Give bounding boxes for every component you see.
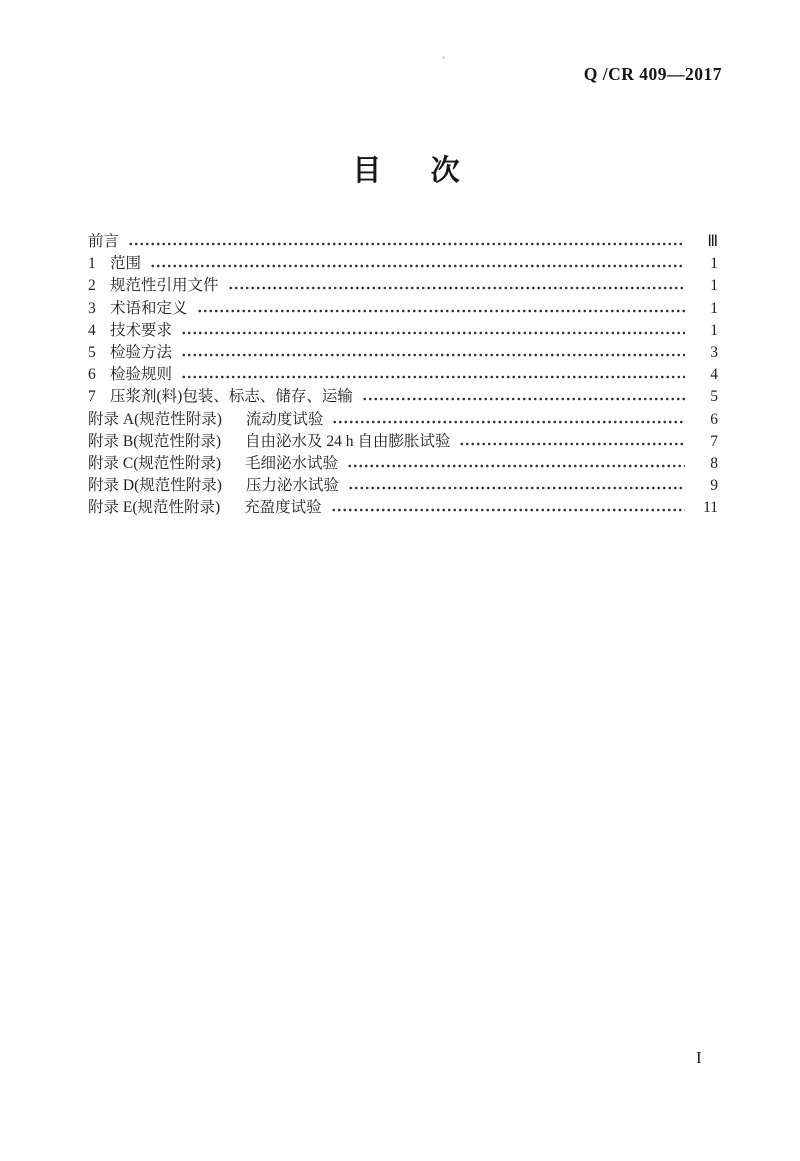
toc-entry	[88, 320, 718, 342]
toc-entry-page: 9	[710, 477, 718, 495]
standard-code: Q /CR 409—2017	[583, 64, 722, 84]
dot-leader	[347, 462, 685, 470]
toc-entry	[88, 431, 718, 453]
page-title: 目 次	[352, 155, 460, 187]
toc-entry-prefix: 附录 C(规范性附录)	[88, 454, 222, 472]
scan-speck	[442, 56, 445, 59]
dot-leader	[181, 351, 685, 359]
toc-entry-label: 规范性引用文件	[110, 277, 219, 295]
toc-entry	[88, 409, 718, 431]
toc-entry-page: 8	[710, 454, 718, 472]
dot-leader	[331, 506, 685, 514]
footer-page-number: I	[696, 1048, 702, 1067]
toc-entry-label: 范围	[110, 255, 142, 273]
toc-entry-number: 5	[88, 343, 96, 361]
toc-entry-page: 11	[703, 499, 718, 517]
toc-entry	[88, 364, 718, 386]
toc-entry-label: 毛细泌水试验	[245, 454, 339, 472]
toc-entry	[88, 475, 718, 497]
toc-entry-page: 5	[710, 388, 718, 406]
toc-entry-page: Ⅲ	[707, 233, 718, 250]
toc-entry-number: 6	[88, 366, 96, 384]
dot-leader	[181, 373, 685, 381]
toc-entry-page: 7	[710, 432, 718, 450]
toc-entry-number: 2	[88, 277, 96, 295]
toc-entry-label: 充盈度试验	[244, 499, 322, 517]
dot-leader	[150, 262, 685, 270]
toc-entry-page: 3	[710, 343, 718, 361]
toc-entry	[88, 342, 718, 364]
toc-entry-number: 7	[88, 388, 96, 406]
dot-leader	[197, 307, 685, 315]
toc-entry-label: 压浆剂(料)包装、标志、储存、运输	[110, 388, 353, 406]
toc-entry-label: 技术要求	[110, 321, 173, 339]
toc-entry-page: 6	[710, 410, 718, 428]
toc-entry-page: 1	[710, 255, 718, 273]
toc-entry-page: 1	[710, 321, 718, 339]
dot-leader	[128, 240, 685, 248]
toc-entry	[88, 453, 718, 475]
dot-leader	[181, 329, 685, 337]
toc-entry-page: 1	[710, 299, 718, 317]
dot-leader	[228, 284, 685, 292]
toc-entry	[88, 497, 718, 519]
toc-entry-number: 1	[88, 255, 96, 273]
dot-leader	[362, 395, 685, 403]
toc-entry-prefix: 附录 A(规范性附录)	[88, 410, 222, 428]
toc-list	[88, 231, 718, 519]
toc-entry-label: 术语和定义	[110, 299, 188, 317]
toc-entry-prefix: 附录 E(规范性附录)	[88, 499, 221, 517]
dot-leader	[459, 440, 685, 448]
dot-leader	[332, 418, 685, 426]
toc-entry-prefix: 附录 D(规范性附录)	[88, 477, 222, 495]
toc-entry-prefix: 附录 B(规范性附录)	[88, 432, 222, 450]
toc-entry-label: 压力泌水试验	[245, 477, 339, 495]
toc-entry-number: 3	[88, 299, 96, 317]
toc-entry	[88, 386, 718, 408]
toc-entry-label: 流动度试验	[245, 410, 324, 428]
toc-entry-number: 4	[88, 321, 96, 339]
toc-entry-label: 自由泌水及 24 h 自由膨胀试验	[245, 432, 451, 450]
toc-entry-label: 检验方法	[110, 343, 173, 361]
toc-entry-page: 1	[710, 277, 718, 295]
toc-entry-label: 前言	[88, 233, 120, 250]
toc-entry	[88, 298, 718, 320]
toc-entry	[88, 275, 718, 297]
toc-entry	[88, 253, 718, 275]
dot-leader	[348, 484, 685, 492]
toc-entry-page: 4	[710, 366, 718, 384]
toc-entry	[88, 231, 718, 253]
toc-entry-label: 检验规则	[110, 366, 173, 384]
